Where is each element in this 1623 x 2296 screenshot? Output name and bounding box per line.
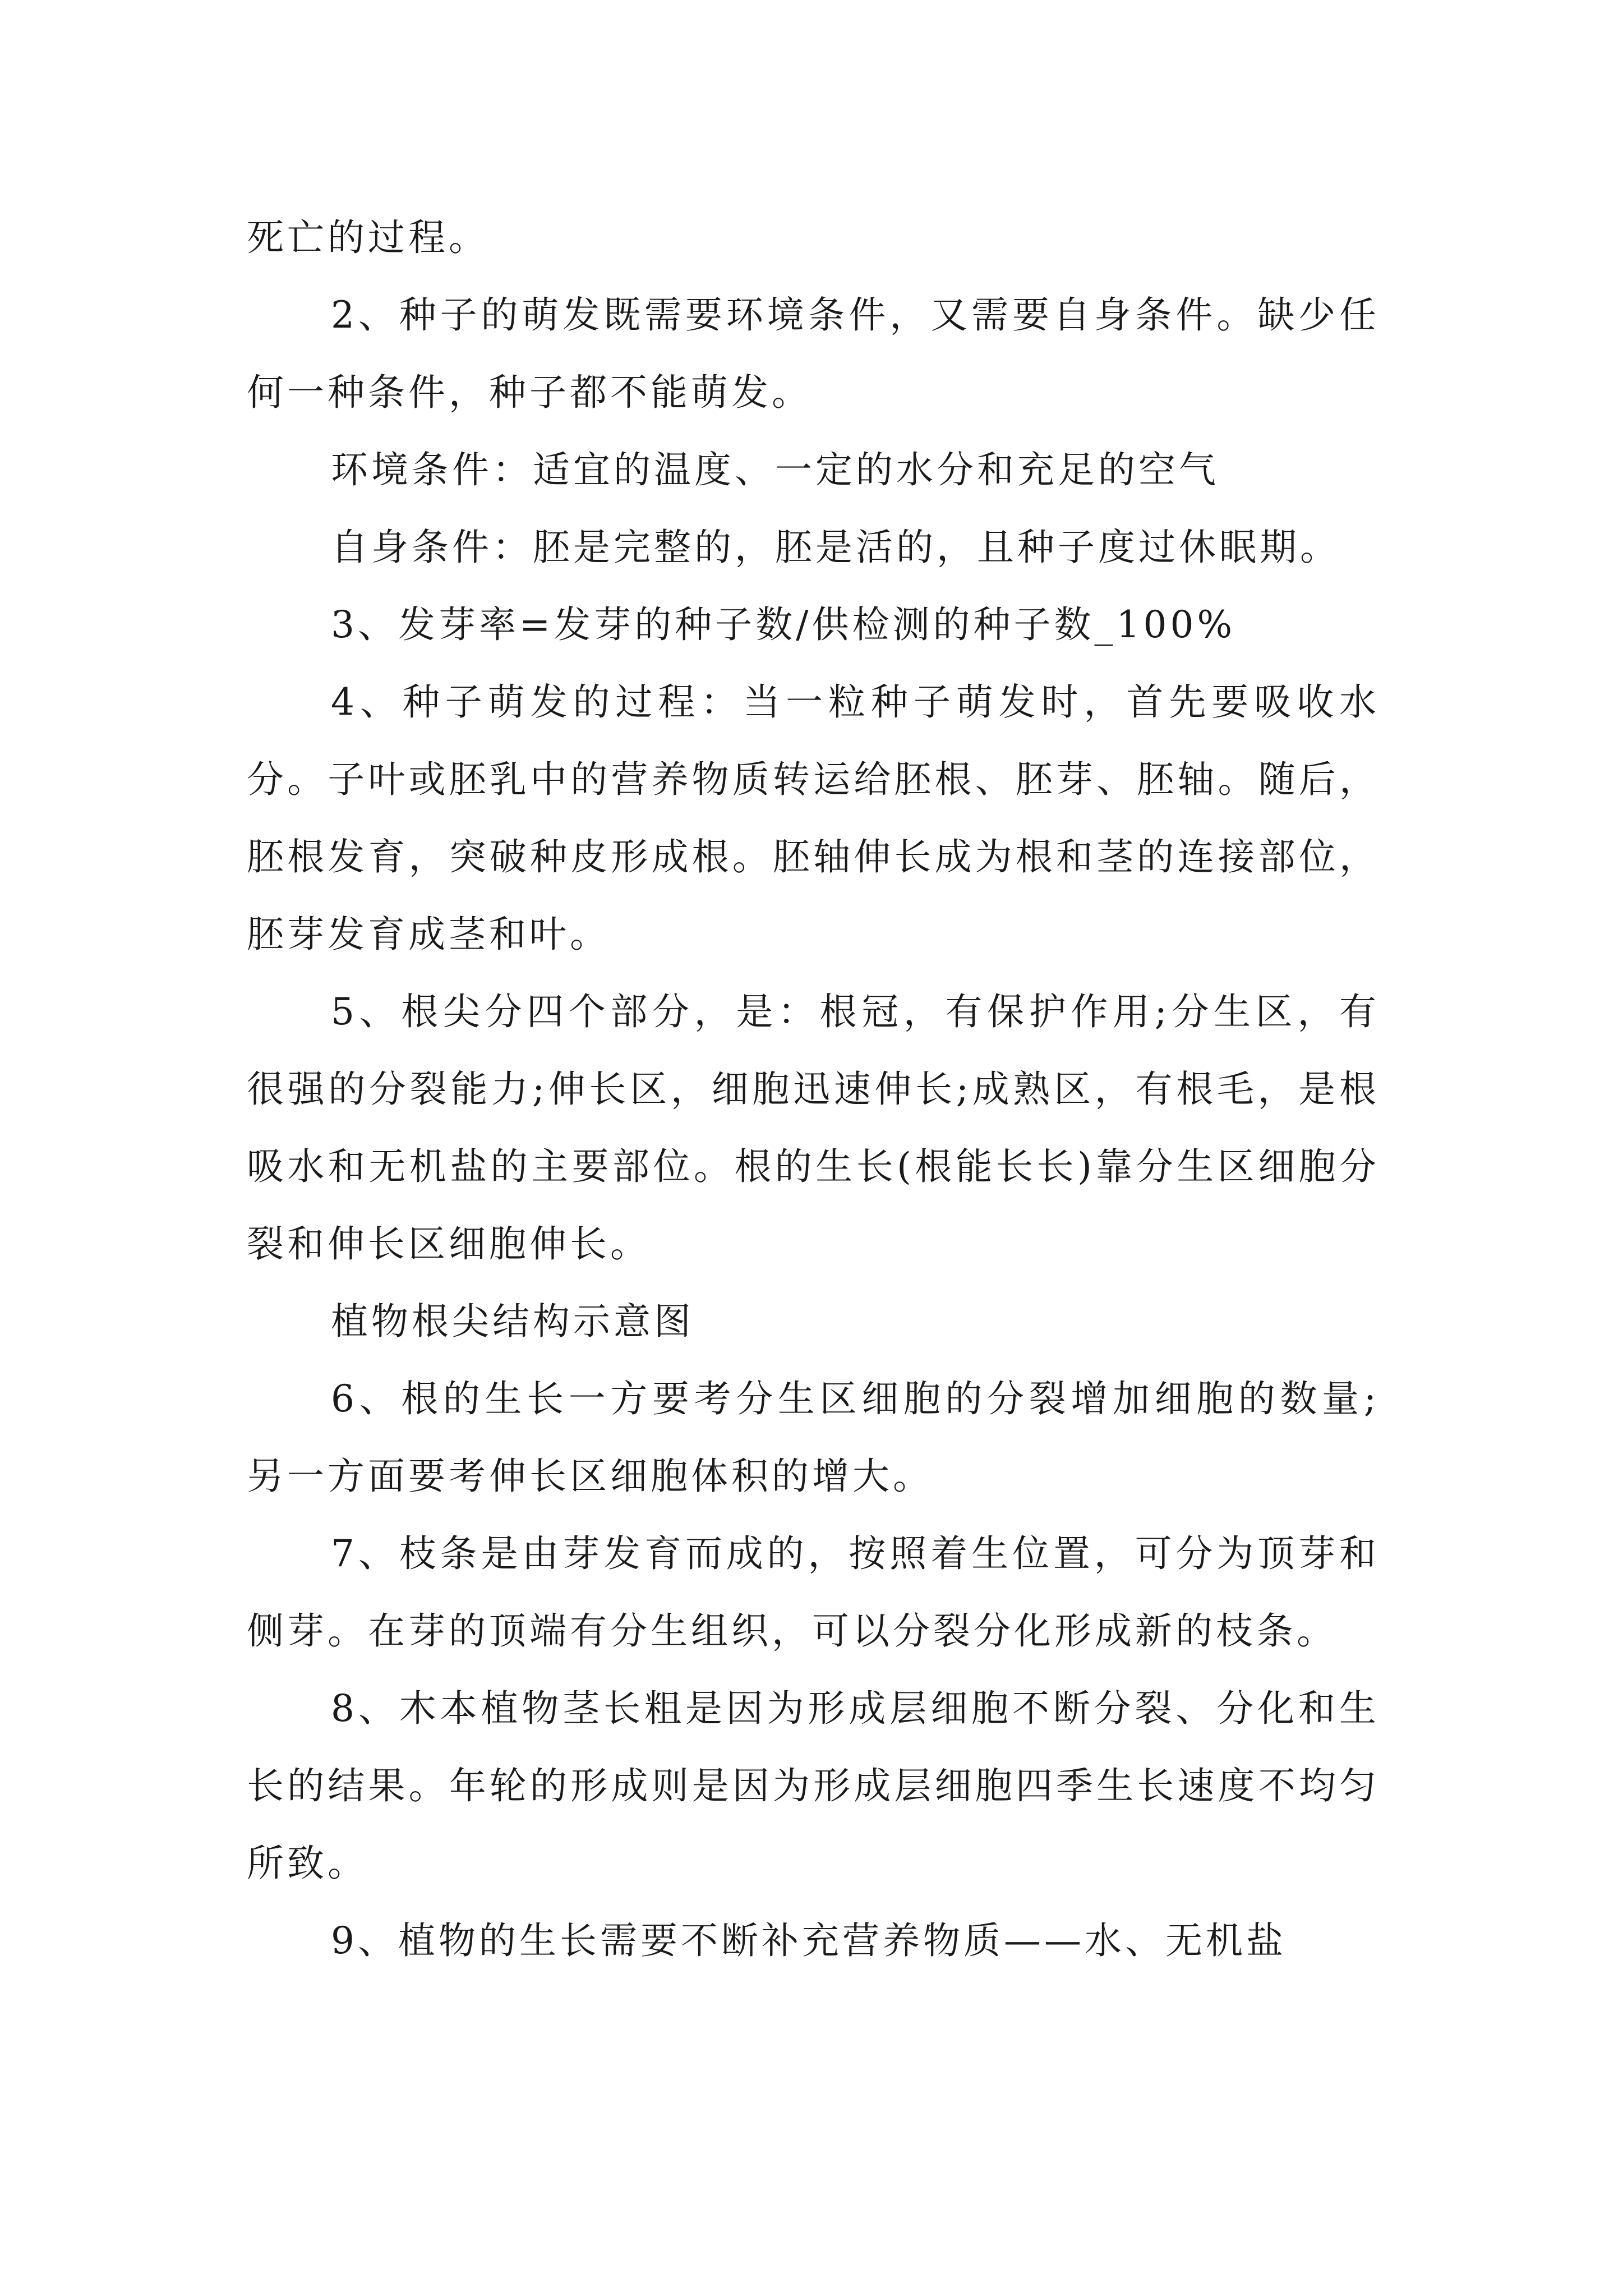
paragraph-item-6: 6、根的生长一方要考分生区细胞的分裂增加细胞的数量;另一方面要考伸长区细胞体积的增大。 — [247, 1377, 1380, 1498]
paragraph-continuation: 死亡的过程。 — [247, 216, 489, 259]
paragraph-item-3: 3、发芽率=发芽的种子数/供检测的种子数_100% — [331, 603, 1236, 646]
paragraph-item-7: 7、枝条是由芽发育而成的，按照着生位置，可分为顶芽和侧芽。在芽的顶端有分生组织，可以分裂分化形成新的枝条。 — [247, 1532, 1380, 1653]
paragraph-self-conditions: 自身条件：胚是完整的，胚是活的，且种子度过休眠期。 — [331, 526, 1340, 569]
figure-caption: 植物根尖结构示意图 — [331, 1300, 694, 1343]
document-body — [247, 199, 1380, 1980]
paragraph-item-8: 8、木本植物茎长粗是因为形成层细胞不断分裂、分化和生长的结果。年轮的形成则是因为形成层细胞四季生长速度不均匀所致。 — [247, 1687, 1380, 1885]
paragraph-item-9: 9、植物的生长需要不断补充营养物质——水、无机盐 — [331, 1919, 1287, 1962]
paragraph-item-2: 2、种子的萌发既需要环境条件，又需要自身条件。缺少任何一种条件，种子都不能萌发。 — [247, 293, 1380, 414]
paragraph-environment-conditions: 环境条件：适宜的温度、一定的水分和充足的空气 — [331, 448, 1219, 491]
paragraph-item-4: 4、种子萌发的过程：当一粒种子萌发时，首先要吸收水分。子叶或胚乳中的营养物质转运给胚根、胚芽、胚轴。随后，胚根发育，突破种皮形成根。胚轴伸长成为根和茎的连接部位，胚芽发育成茎和叶。 — [247, 680, 1380, 956]
paragraph-item-5: 5、根尖分四个部分，是：根冠，有保护作用;分生区，有很强的分裂能力;伸长区，细胞迅速伸长;成熟区，有根毛，是根吸水和无机盐的主要部位。根的生长(根能长长)靠分生区细胞分裂和伸长区细胞伸长。 — [247, 990, 1380, 1266]
